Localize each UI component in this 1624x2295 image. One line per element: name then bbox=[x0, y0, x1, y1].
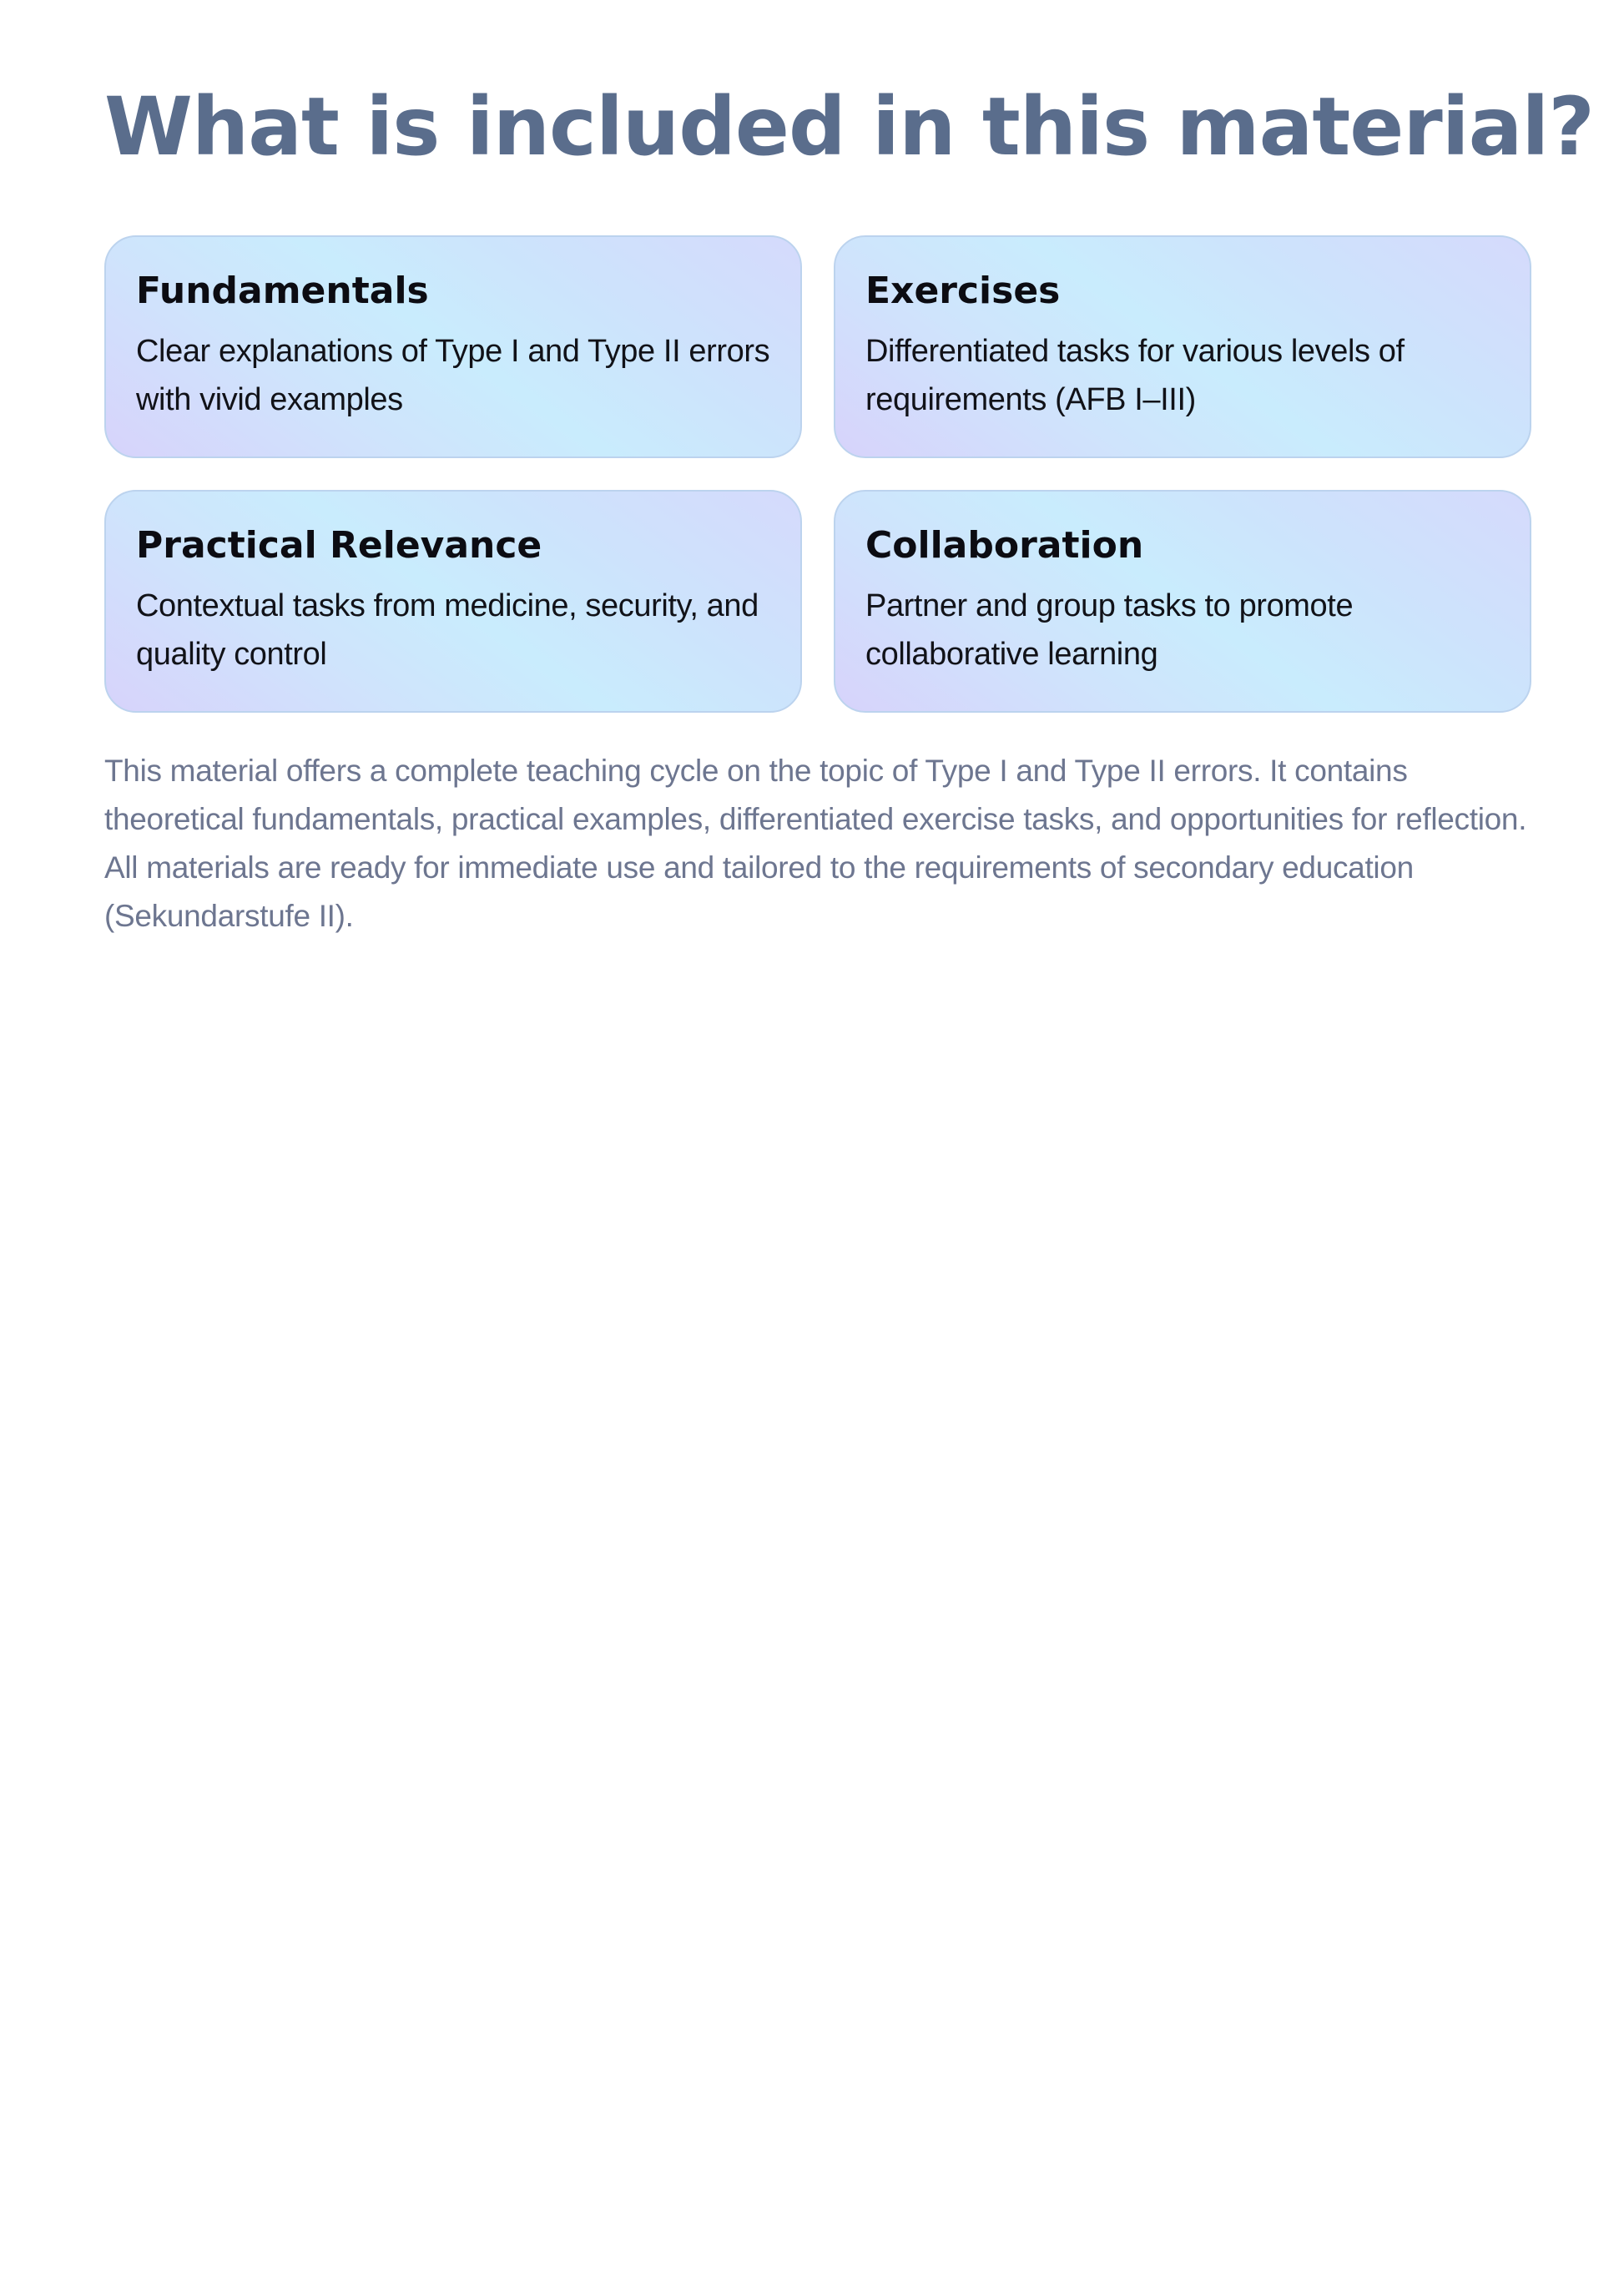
card-description: Partner and group tasks to promote collaborative learning bbox=[865, 588, 1354, 672]
card-title: Exercises bbox=[865, 270, 1061, 312]
card-title: Fundamentals bbox=[136, 270, 429, 312]
card-description: Differentiated tasks for various levels of requirements (AFB I–III) bbox=[865, 334, 1405, 417]
card-fundamentals bbox=[104, 235, 802, 458]
card-description: Contextual tasks from medicine, security, and quality control bbox=[136, 588, 759, 672]
card-practical-relevance bbox=[104, 490, 802, 713]
card-description: Clear explanations of Type I and Type II errors with vivid examples bbox=[136, 334, 770, 417]
card-collaboration bbox=[834, 490, 1531, 713]
card-exercises bbox=[834, 235, 1531, 458]
card-title: Practical Relevance bbox=[136, 524, 542, 567]
summary-paragraph: This material offers a complete teaching cycle on the topic of Type I and Type II errors. It contains theoretical fundamentals, practical examples, differentiated exercise tasks, and opportunities for reflection. All materials are ready for immediate use and tailored to the requirements of secondary education (Sekundarstufe II). bbox=[104, 754, 1527, 933]
page-title: What is included in this material? bbox=[104, 80, 1594, 174]
card-title: Collaboration bbox=[865, 524, 1144, 567]
feature-cards-grid bbox=[104, 235, 1531, 713]
